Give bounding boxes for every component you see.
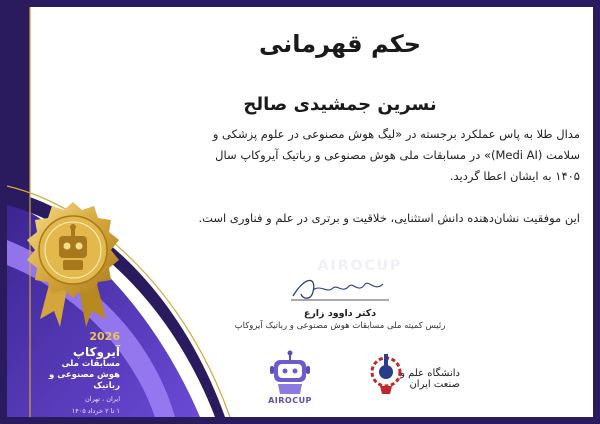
signature-image	[285, 270, 395, 304]
signatory-name: دکتر داوود زارع	[303, 308, 377, 319]
airocup-brand	[20, 330, 120, 416]
recipient-name: نسرین جمشیدی صالح	[243, 94, 437, 115]
gold-medal-icon	[18, 195, 128, 335]
airocup-logo-label: AIROCUP	[268, 396, 312, 405]
brand-name: آیروکاپ	[72, 345, 120, 359]
brand-subtitle-1: مسابقات ملی	[61, 359, 120, 369]
brand-location: ایران ، تهران	[85, 395, 120, 403]
award-description: مدال طلا به پاس عملکرد برجسته در «لیگ هوش مصنوعی در علوم پزشکی و سلامت (Medi AI)» در مسابقات ملی هوش مصنوعی و رباتیک آیروکاپ سال ۱۴۰۵ به ایشان اعطا گردید.	[212, 127, 580, 183]
airocup-watermark: AIROCUP	[317, 258, 403, 274]
brand-date: ۱ تا ۲ خرداد ۱۴۰۵	[71, 407, 120, 415]
achievement-statement: این موفقیت نشان‌دهنده دانش استثنایی، خلاقیت و برتری در علم و فناوری است.	[198, 211, 580, 225]
signatory-role: رئیس کمیته ملی مسابقات هوش مصنوعی و رباتیک آیروکاپ	[234, 321, 446, 331]
certificate-title: حکم قهرمانی	[258, 30, 422, 58]
brand-year: 2026	[89, 330, 120, 343]
brand-subtitle-2: هوش مصنوعی و رباتیک	[49, 370, 120, 391]
university-logo-label: دانشگاه علم و صنعت ایران	[400, 368, 460, 390]
